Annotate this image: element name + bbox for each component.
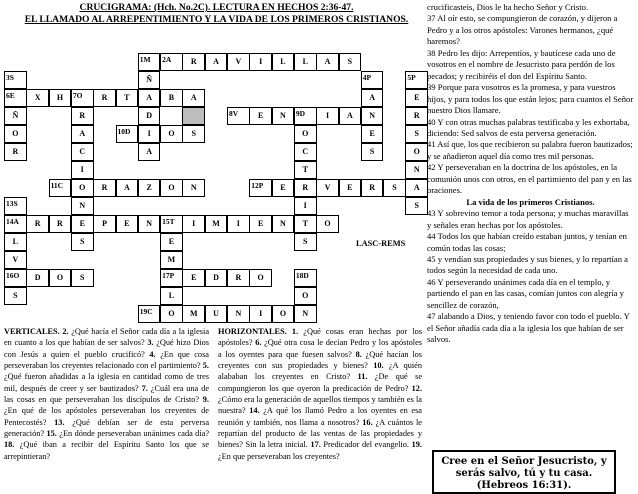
grid-cell bbox=[405, 143, 428, 161]
cell-letter: B bbox=[168, 93, 175, 102]
bible-reading bbox=[427, 2, 634, 442]
grid-cell bbox=[272, 305, 295, 323]
cell-letter: D bbox=[34, 273, 41, 282]
verse-paragraph: 40 Y con otras muchas palabras testificaba y les exhortaba, diciendo: Sed salvos de esta perversa generación. bbox=[427, 116, 630, 138]
clue-number: 4. bbox=[149, 349, 156, 359]
grid-cell bbox=[49, 179, 72, 197]
cell-letter: I bbox=[147, 129, 151, 138]
clue-text: ¿Qué cosas eran hechas por los apóstoles? bbox=[218, 327, 422, 348]
grid-cell bbox=[316, 53, 339, 71]
grid-cell bbox=[205, 269, 228, 287]
verse-line-3: (Hebreos 16:31). bbox=[476, 480, 572, 491]
grid-cell bbox=[4, 233, 27, 251]
puzzle-subtitle: EL LLAMADO AL ARREPENTIMIENTO Y LA VIDA DE LOS PRIMEROS CRISTIANOS. bbox=[24, 14, 409, 25]
cell-letter: A bbox=[79, 129, 86, 138]
grid-cell bbox=[116, 179, 139, 197]
grid-cell bbox=[249, 215, 272, 233]
grid-cell bbox=[294, 269, 317, 287]
grid-cell bbox=[249, 107, 272, 125]
grid-cell bbox=[227, 269, 250, 287]
grid-cell bbox=[26, 215, 49, 233]
cell-letter: N bbox=[190, 183, 197, 192]
grid-cell bbox=[294, 53, 317, 71]
grid-cell bbox=[294, 215, 317, 233]
cell-letter: R bbox=[413, 111, 420, 120]
cell-letter: S bbox=[414, 129, 419, 138]
grid-cell bbox=[93, 89, 116, 107]
cell-number: 5P bbox=[407, 73, 416, 82]
cell-letter: C bbox=[302, 147, 309, 156]
cell-letter: R bbox=[34, 219, 41, 228]
vertical-clues bbox=[4, 326, 209, 491]
grid-cell bbox=[249, 269, 272, 287]
clue-number: 12. bbox=[411, 383, 422, 393]
cell-letter: M bbox=[167, 255, 176, 264]
grid-cell bbox=[160, 215, 183, 233]
grid-cell bbox=[4, 125, 27, 143]
cell-letter: I bbox=[80, 165, 84, 174]
grid-cell bbox=[138, 143, 161, 161]
cell-number: 9D bbox=[295, 109, 306, 118]
cell-number: 14A bbox=[6, 217, 19, 226]
grid-cell bbox=[405, 197, 428, 215]
cell-letter: E bbox=[280, 183, 286, 192]
cell-letter: M bbox=[212, 219, 220, 228]
author-credit: LASC-REMS bbox=[356, 239, 406, 248]
cell-number: 3S bbox=[6, 73, 14, 82]
cell-letter: N bbox=[413, 165, 420, 174]
grid-cell bbox=[71, 89, 94, 107]
grid-cell bbox=[383, 179, 406, 197]
grid-cell bbox=[294, 305, 317, 323]
grid-cell bbox=[249, 179, 272, 197]
grid-cell bbox=[182, 215, 205, 233]
cell-number: 11C bbox=[50, 181, 64, 190]
cell-letter: A bbox=[324, 57, 331, 66]
section-heading: La vida de los primeros Cristianos. bbox=[466, 196, 595, 207]
grid-cell bbox=[160, 269, 183, 287]
cell-letter: R bbox=[101, 93, 108, 102]
clue-text: ¿Cuál era una de las cosas en que perseveraban los discípulos de Cristo? bbox=[4, 383, 209, 405]
cell-letter: Ñ bbox=[12, 111, 19, 120]
grid-cell bbox=[160, 179, 183, 197]
cell-letter: O bbox=[324, 219, 331, 228]
cell-letter: A bbox=[123, 183, 130, 192]
grid-cell bbox=[49, 89, 72, 107]
clue-text: ¿Qué iban a recibir del Espíritu Santo los que se arrepintieran? bbox=[4, 440, 209, 461]
cell-letter: O bbox=[413, 147, 420, 156]
grid-cell bbox=[361, 125, 384, 143]
clue-text: ¿A qué los llamó Pedro a los oyentes en esa reunión y también, nos llama a nosotros? bbox=[218, 406, 422, 427]
verse-paragraph: 46 Y perseverando unánimes cada día en el templo, y partiendo el pan en las casas, comían juntos con alegría y sencillez de corazón, bbox=[427, 276, 624, 310]
grid-cell bbox=[182, 269, 205, 287]
verse-paragraph: 42 Y perseveraban en la doctrina de los apóstoles, en la comunión unos con otros, en el partimiento del pan y en las oraciones. bbox=[427, 162, 632, 196]
grid-cell bbox=[405, 125, 428, 143]
cell-number: 13S bbox=[6, 199, 18, 208]
grid-cell bbox=[116, 125, 139, 143]
cell-letter: S bbox=[80, 237, 85, 246]
grid-cell bbox=[138, 89, 161, 107]
cell-letter: R bbox=[101, 183, 108, 192]
cell-letter: O bbox=[79, 183, 86, 192]
grid-cell bbox=[182, 125, 205, 143]
cell-letter: S bbox=[414, 201, 419, 210]
clue-number: 14. bbox=[249, 406, 260, 416]
grid-cell bbox=[339, 179, 362, 197]
grid-cell bbox=[249, 305, 272, 323]
clue-number: 17. bbox=[310, 440, 321, 450]
grid-cell bbox=[316, 215, 339, 233]
grid-cell bbox=[405, 161, 428, 179]
grid-cell bbox=[205, 53, 228, 71]
cell-letter: E bbox=[191, 273, 197, 282]
cell-letter: N bbox=[302, 309, 309, 318]
verse-line-1: Cree en el Señor Jesucristo, y bbox=[441, 456, 607, 467]
grid-cell bbox=[138, 71, 161, 89]
cell-letter: N bbox=[369, 111, 376, 120]
horizontal-heading: HORIZONTALES. bbox=[218, 327, 287, 336]
grid-cell bbox=[294, 287, 317, 305]
grid-cell bbox=[4, 251, 27, 269]
cell-letter: D bbox=[146, 111, 153, 120]
clue-number: 9. bbox=[202, 395, 209, 405]
clue-text: Predicador del evangelio. bbox=[323, 440, 410, 450]
cell-letter: S bbox=[191, 129, 196, 138]
grid-cell bbox=[249, 53, 272, 71]
grid-cell bbox=[272, 179, 295, 197]
clue-text: ¿Qué otra cosa le decían Pedro y los apóstoles a los oyentes para que fuesen salvos? bbox=[218, 338, 422, 359]
cell-letter: E bbox=[257, 111, 264, 120]
grid-cell bbox=[294, 125, 317, 143]
crossword-grid bbox=[0, 0, 420, 326]
grid-cell bbox=[405, 179, 428, 197]
cell-letter: S bbox=[303, 237, 308, 246]
grid-cell bbox=[227, 53, 250, 71]
cell-letter: T bbox=[302, 219, 308, 228]
grid-cell bbox=[49, 215, 72, 233]
cell-letter: R bbox=[369, 183, 376, 192]
cell-letter: R bbox=[302, 183, 309, 192]
cell-number: 2A bbox=[162, 55, 172, 64]
vertical-heading: VERTICALES. bbox=[4, 327, 60, 336]
cell-letter: O bbox=[302, 129, 309, 138]
cell-letter: M bbox=[189, 309, 198, 318]
cell-letter: I bbox=[236, 219, 240, 228]
cell-letter: V bbox=[12, 255, 19, 264]
cell-number: 8V bbox=[229, 109, 239, 118]
grid-cell bbox=[272, 53, 295, 71]
clue-text: ¿Qué hacía el Señor cada día a la iglesia en cuanto a los que habían de ser salvos? bbox=[4, 327, 209, 348]
cell-letter: C bbox=[79, 147, 86, 156]
grid-cell bbox=[4, 71, 27, 89]
grid-cell bbox=[361, 179, 384, 197]
cell-letter: S bbox=[13, 291, 18, 300]
cell-number: 19C bbox=[139, 307, 153, 316]
grid-cell bbox=[272, 215, 295, 233]
cell-letter: R bbox=[190, 57, 197, 66]
verse-line-2: serás salvo, tú y tu casa. bbox=[455, 468, 593, 479]
grid-cell bbox=[227, 215, 250, 233]
clue-number: 3. bbox=[147, 338, 154, 348]
clue-number: 19. bbox=[411, 440, 422, 450]
grid-cell bbox=[71, 233, 94, 251]
cell-letter: A bbox=[213, 57, 219, 66]
clue-number: 6. bbox=[255, 338, 262, 348]
clue-text: ¿A cuántos le repartían del producto de las ventas de las propiedades y bienes? Sin la letra inicial. bbox=[218, 417, 422, 450]
clue-number: 16. bbox=[362, 417, 373, 427]
clue-text: ¿En que cosa perseveraban los creyentes relacionado con el partimiento? bbox=[4, 349, 209, 371]
cell-letter: N bbox=[280, 111, 286, 120]
cell-letter: O bbox=[257, 273, 264, 282]
grid-cell bbox=[205, 215, 228, 233]
cell-letter: L bbox=[168, 291, 175, 300]
grid-cell bbox=[26, 89, 49, 107]
grid-cell bbox=[71, 107, 94, 125]
grid-cell bbox=[227, 107, 250, 125]
grid-cell bbox=[316, 179, 339, 197]
cell-number: 1M bbox=[139, 55, 151, 64]
clue-text: ¿En qué de los apóstoles perseveraban los creyentes de Pentecostés? bbox=[4, 406, 209, 427]
grid-cell bbox=[294, 233, 317, 251]
cell-letter: E bbox=[257, 219, 264, 228]
cell-letter: O bbox=[279, 309, 287, 318]
cell-letter: O bbox=[56, 273, 64, 282]
cell-number: 17P bbox=[162, 271, 175, 280]
clue-text: ¿Cómo era la generación de aquellos tiempos y también es la nuestra? bbox=[218, 395, 422, 416]
cell-letter: E bbox=[79, 219, 85, 228]
verse-paragraph: 45 y vendían sus propiedades y sus bienes, y lo repartían a todos según la necesidad de cada uno. bbox=[427, 253, 628, 276]
cell-letter: A bbox=[369, 93, 376, 102]
cell-letter: A bbox=[146, 93, 153, 102]
cell-letter: E bbox=[124, 219, 130, 228]
grid-cell bbox=[339, 53, 362, 71]
grid-cell bbox=[71, 269, 94, 287]
cell-letter: N bbox=[280, 219, 286, 228]
cell-letter: S bbox=[347, 57, 353, 66]
grid-cell bbox=[49, 269, 72, 287]
cell-letter: S bbox=[392, 183, 397, 192]
clue-text: ¿Qué debían ser de esta perversa generación? bbox=[4, 417, 209, 439]
cell-letter: O bbox=[168, 183, 175, 192]
cell-letter: R bbox=[57, 219, 63, 228]
grid-cell bbox=[116, 215, 139, 233]
cell-letter: R bbox=[12, 147, 19, 156]
grid-cell bbox=[4, 143, 27, 161]
cell-number: 12P bbox=[251, 181, 264, 190]
grid-cell bbox=[294, 143, 317, 161]
cell-letter: Z bbox=[146, 183, 152, 192]
clue-text: ¿Qué hizo Dios con Jesús a quien el pueblo crucificó? bbox=[4, 338, 209, 359]
grid-cell bbox=[294, 107, 317, 125]
cell-letter: P bbox=[102, 219, 107, 228]
cell-number: 6E bbox=[6, 91, 15, 100]
cell-letter: I bbox=[259, 309, 263, 318]
grid-cell bbox=[361, 71, 384, 89]
grid-cell bbox=[26, 269, 49, 287]
cell-number: 7O bbox=[72, 91, 83, 100]
grid-cell bbox=[116, 89, 139, 107]
verse-paragraph: crucificasteis, Dios le ha hecho Señor y Cristo. bbox=[427, 2, 589, 12]
grid-cell bbox=[294, 179, 317, 197]
cell-letter: A bbox=[146, 147, 153, 156]
grid-cell bbox=[4, 215, 27, 233]
verse-box bbox=[432, 450, 616, 494]
grid-cell bbox=[405, 71, 428, 89]
clue-number: 8. bbox=[355, 349, 362, 359]
grid-cell bbox=[405, 107, 428, 125]
cell-letter: N bbox=[79, 201, 86, 210]
grid-cell bbox=[4, 89, 27, 107]
cell-letter: V bbox=[235, 57, 242, 66]
grid-cell bbox=[71, 215, 94, 233]
clue-text: ¿Qué fueron añadidas a la iglesia en cantidad como de tres mil, después de creer y ser bautizados? bbox=[4, 372, 209, 393]
cell-number: 18D bbox=[295, 271, 309, 280]
cell-letter: V bbox=[324, 183, 331, 192]
grid-cell bbox=[93, 179, 116, 197]
cell-letter: I bbox=[192, 219, 196, 228]
grid-cell bbox=[160, 53, 183, 71]
grid-cell bbox=[71, 161, 94, 179]
grid-cell bbox=[4, 287, 27, 305]
cell-letter: H bbox=[56, 93, 64, 102]
grid-cell bbox=[294, 161, 317, 179]
verse-paragraph: 47 alabando a Dios, y teniendo favor con todo el pueblo. Y el Señor añadía cada día a la iglesia los que habían de ser salvos. bbox=[427, 311, 630, 345]
grid-cell bbox=[294, 197, 317, 215]
cell-letter: E bbox=[369, 129, 375, 138]
grid-cell bbox=[4, 107, 27, 125]
grid-cell bbox=[339, 107, 362, 125]
verse-paragraph: 37 Al oír esto, se compungieron de corazón, y dijeron a Pedro y a los otros apóstoles: Varones hermanos, ¿qué haremos? bbox=[427, 13, 618, 47]
grid-cell bbox=[182, 305, 205, 323]
cell-letter: T bbox=[124, 93, 130, 102]
cell-number: 16O bbox=[6, 271, 20, 280]
verse-paragraph: 38 Pedro les dijo: Arrepentíos, y bautícese cada uno de vosotros en el nombre de Jesucristo para perdón de los pecados; y recibiréis el don del Espíritu Santo. bbox=[427, 47, 616, 81]
verse-paragraph: 39 Porque para vosotros es la promesa, y para vuestros hijos, y para todos los que están lejos; para cuantos el Señor nuestro Dios llamare. bbox=[427, 82, 634, 116]
cell-letter: O bbox=[302, 291, 309, 300]
cell-letter: I bbox=[303, 201, 307, 210]
grid-cell bbox=[182, 53, 205, 71]
cell-letter: R bbox=[79, 111, 86, 120]
grid-cell bbox=[138, 53, 161, 71]
grid-cell bbox=[160, 305, 183, 323]
clue-number: 2. bbox=[62, 327, 69, 336]
cell-letter: S bbox=[80, 273, 85, 282]
cell-letter: A bbox=[413, 183, 420, 192]
cell-letter: L bbox=[302, 57, 308, 66]
cell-letter: D bbox=[213, 273, 219, 282]
cell-letter: N bbox=[235, 309, 242, 318]
horizontal-clues bbox=[218, 326, 422, 491]
grid-cell bbox=[272, 107, 295, 125]
grid-cell bbox=[316, 107, 339, 125]
verse-paragraph: 41 Así que, los que recibieron su palabra fueron bautizados; y se añadieron aquel día como tres mil personas. bbox=[427, 139, 633, 161]
grid-cell bbox=[227, 305, 250, 323]
cell-letter: Ñ bbox=[146, 75, 153, 84]
cell-letter: O bbox=[168, 129, 175, 138]
grid-cell bbox=[138, 107, 161, 125]
cell-letter: R bbox=[235, 273, 242, 282]
cell-number: 10D bbox=[117, 127, 131, 136]
grid-cell bbox=[71, 197, 94, 215]
cell-letter: O bbox=[168, 309, 175, 318]
grid-cell bbox=[361, 143, 384, 161]
clue-number: 5. bbox=[202, 361, 209, 371]
grid-cell bbox=[182, 89, 205, 107]
grid-cell bbox=[205, 305, 228, 323]
cell-letter: L bbox=[12, 237, 19, 246]
grid-cell bbox=[405, 89, 428, 107]
cell-letter: E bbox=[347, 183, 353, 192]
cell-letter: S bbox=[369, 147, 375, 156]
cell-letter: L bbox=[280, 57, 286, 66]
clue-text: ¿A quién alababan los creyentes en Cristo? bbox=[218, 361, 422, 382]
grid-cell bbox=[71, 179, 94, 197]
grid-cell bbox=[138, 125, 161, 143]
cell-letter: I bbox=[259, 57, 263, 66]
cell-letter: N bbox=[146, 219, 153, 228]
cell-letter: O bbox=[12, 129, 19, 138]
grid-cell bbox=[138, 215, 161, 233]
grid-cell bbox=[160, 251, 183, 269]
grid-cell bbox=[138, 179, 161, 197]
cell-letter: I bbox=[325, 111, 330, 120]
grid-cell bbox=[4, 269, 27, 287]
grid-cell bbox=[160, 89, 183, 107]
cell-letter: U bbox=[213, 309, 219, 318]
grid-cell bbox=[160, 125, 183, 143]
grid-cell bbox=[160, 287, 183, 305]
puzzle-title: CRUCIGRAMA: (Hch. No.2C). LECTURA EN HECHOS 2:36-47. bbox=[79, 2, 354, 13]
clue-number: 7. bbox=[141, 383, 148, 393]
clue-number: 15. bbox=[46, 429, 57, 439]
clue-text: ¿En que perseveraban los creyentes? bbox=[218, 451, 340, 461]
grid-cell bbox=[182, 179, 205, 197]
cell-letter: E bbox=[168, 237, 175, 246]
grid-cell bbox=[361, 107, 384, 125]
cell-number: 15T bbox=[162, 217, 175, 226]
grid-cell bbox=[71, 143, 94, 161]
cell-number: 4P bbox=[362, 73, 372, 82]
clue-text: ¿Qué hacían los creyentes con sus propiedades y bienes? bbox=[218, 349, 422, 371]
verse-paragraph: 43 Y sobrevino temor a toda persona; y muchas maravillas y señales eran hechas por los apóstoles. bbox=[427, 208, 629, 230]
grid-cell bbox=[160, 233, 183, 251]
grid-cell bbox=[93, 215, 116, 233]
cell-letter: A bbox=[190, 93, 197, 102]
clue-number: 11. bbox=[357, 372, 368, 382]
clue-text: ¿De qué se compungieron los que oyeron la predicación de Pedro? bbox=[218, 372, 422, 393]
cell-letter: E bbox=[414, 93, 420, 102]
grid-cell bbox=[361, 89, 384, 107]
clue-text: ¿En dónde perseveraban unánimes cada día? bbox=[59, 429, 209, 439]
cell-letter: X bbox=[34, 93, 41, 102]
clue-number: 10. bbox=[373, 361, 384, 371]
clue-number: 13. bbox=[54, 417, 65, 427]
verse-paragraph: 44 Todos los que habían creído estaban juntos, y tenían en común todas las cosas; bbox=[427, 231, 627, 253]
cell-letter: T bbox=[302, 165, 308, 174]
grid-cell bbox=[138, 305, 161, 323]
clue-number: 1. bbox=[291, 327, 299, 336]
grid-cell bbox=[71, 125, 94, 143]
clue-number: 18. bbox=[4, 440, 15, 450]
cell-letter: A bbox=[346, 111, 353, 120]
grid-cell bbox=[182, 107, 205, 125]
grid-cell bbox=[4, 197, 27, 215]
